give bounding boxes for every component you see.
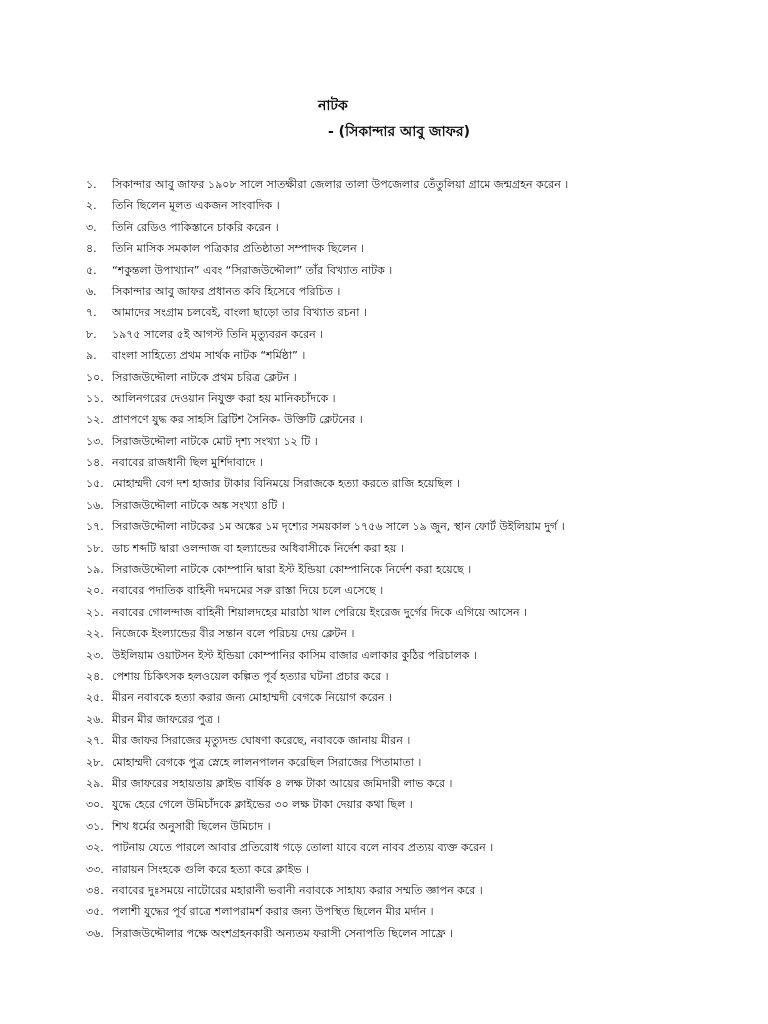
list-item-text: সিরাজউদ্দৌলা নাটকে কোম্পানি দ্বারা ইস্ট ইন্ডিয়া কোম্পানিকে নির্দেশ করা হয়েছে । xyxy=(112,563,472,577)
list-item xyxy=(86,217,756,238)
list-item-number: ৩৪. xyxy=(86,883,104,897)
list-item-text: সিরাজউদ্দৌলা নাটকে অঙ্ক সংখ্যা ৪টি । xyxy=(112,498,285,512)
list-item-text: তিনি মাসিক সমকাল পত্রিকার প্রতিষ্ঠাতা সম্পাদক ছিলেন । xyxy=(112,242,365,256)
list-item-number: ২. xyxy=(86,199,97,213)
list-item-number: ২৩. xyxy=(86,648,104,662)
list-item-text: যুদ্ধে হেরে গেলে উমিচাঁদকে ক্লাইভের ৩০ লক্ষ টাকা দেয়ার কথা ছিল । xyxy=(112,798,413,812)
list-item-text: মীর জাফরের সহায়তায় ক্লাইভ বার্ষিক ৪ লক্ষ টাকা আয়ের জমিদারী লাভ করে । xyxy=(112,776,453,790)
list-item-text: ১৯৭৫ সালের ৫ই আগস্ট তিনি মৃত্যুবরন করেন । xyxy=(112,327,324,341)
list-item-number: ১৮. xyxy=(86,541,104,555)
list-item-text: নবাবের পদাতিক বাহিনী দমদমের সরু রাস্তা দিয়ে চলে এসেছে । xyxy=(112,584,384,598)
list-item-text: ডাচ শব্দটি দ্বারা ওলন্দাজ বা হল্যান্ডের অধিবাসীকে নির্দেশ করা হয় । xyxy=(112,541,404,555)
list-item xyxy=(86,388,756,409)
list-item-text: পাটনায় যেতে পারলে আবার প্রতিরোধ গড়ে তোলা যাবে বলে নাবব প্রত্যয় ব্যক্ত করেন । xyxy=(112,841,494,855)
list-item-text: নবাবের রাজধানী ছিল মুর্শিদাবাদে । xyxy=(112,456,263,470)
list-item xyxy=(86,645,756,666)
list-item-text: সিরাজউদ্দৌলা নাটকের ১ম অঙ্কের ১ম দৃশ্যের সময়কাল ১৭৫৬ সালে ১৯ জুন, স্থান ফোর্ট উইলিয়াম দুর্গ । xyxy=(112,520,565,534)
list-item xyxy=(86,709,756,730)
list-item xyxy=(86,260,756,281)
list-item-text: শিখ ধর্মের অনুসারী ছিলেন উমিচাদ । xyxy=(112,819,271,833)
list-item-number: ২২. xyxy=(86,627,104,641)
list-item-text: আলিনগরের দেওয়ান নিযুক্ত করা হয় মানিকচাঁদকে । xyxy=(112,391,336,405)
list-item xyxy=(86,559,756,580)
list-item-number: ৫. xyxy=(86,263,97,277)
list-item-text: উইলিয়াম ওয়াটসন ইস্ট ইন্ডিয়া কোম্পানির কাসিম বাজার এলাকার কুঠির পরিচালক । xyxy=(112,648,477,662)
list-item xyxy=(86,281,756,302)
list-item-text: পলাশী যুদ্ধের পূর্ব রাত্রে শলাপরামর্শ করার জন্য উপস্থিত ছিলেন মীর মর্দান । xyxy=(112,905,434,919)
fact-list xyxy=(86,174,756,944)
list-item-text: মোহাম্মদী বেগকে পুত্র স্নেহে লালনপালন করেছিল সিরাজের পিতামাতা । xyxy=(112,755,422,769)
list-item xyxy=(86,666,756,687)
list-item-number: ১১. xyxy=(86,391,104,405)
list-item xyxy=(86,516,756,537)
list-item xyxy=(86,495,756,516)
list-item-number: ৩০. xyxy=(86,798,104,812)
list-item xyxy=(86,816,756,837)
list-item-text: তিনি ছিলেন মূলত একজন সাংবাদিক । xyxy=(112,199,280,213)
list-item xyxy=(86,730,756,751)
list-item-text: আমাদের সংগ্রাম চলবেই, বাংলা ছাড়ো তার বিখ্যাত রচনা । xyxy=(112,306,367,320)
list-item xyxy=(86,623,756,644)
list-item-number: ২০. xyxy=(86,584,104,598)
list-item-text: মীরন মীর জাফরের পুত্র । xyxy=(112,712,221,726)
list-item xyxy=(86,687,756,708)
list-item-text: নারায়ন সিংহকে গুলি করে হত্যা করে ক্লাইভ । xyxy=(112,862,310,876)
list-item-number: ১৫. xyxy=(86,477,104,491)
list-item-text: সিরাজউদ্দৌলা নাটকে প্রথম চরিত্র ক্লেটন । xyxy=(112,370,297,384)
list-item xyxy=(86,901,756,922)
list-item-text: তিনি রেডিও পাকিস্তানে চাকরি করেন । xyxy=(112,220,279,234)
list-item xyxy=(86,837,756,858)
list-item-number: ২৮. xyxy=(86,755,104,769)
list-item xyxy=(86,195,756,216)
list-item xyxy=(86,409,756,430)
list-item-text: নবাবের দুঃসময়ে নাটোরের মহারানী ভবানী নবাবকে সাহায্য করার সম্মতি জ্ঞাপন করে । xyxy=(112,883,483,897)
list-item xyxy=(86,473,756,494)
list-item-number: ৪. xyxy=(86,242,97,256)
list-item-number: ১৭. xyxy=(86,520,104,534)
list-item xyxy=(86,367,756,388)
list-item xyxy=(86,923,756,944)
list-item-text: সিরাজউদ্দৌলার পক্ষে অংশগ্রহনকারী অন্যতম ফরাসী সেনাপতি ছিলেন সাফ্রে । xyxy=(112,926,453,940)
list-item xyxy=(86,174,756,195)
list-item-text: পেশায় চিকিৎসক হলওয়েল কল্পিত পূর্ব হত্যার ঘটনা প্রচার করে । xyxy=(112,669,389,683)
list-item xyxy=(86,452,756,473)
list-item-number: ১৬. xyxy=(86,498,104,512)
list-item-text: মীরন নবাবকে হত্যা করার জন্য মোহাম্মদী বেগকে নিয়োগ করেন । xyxy=(112,691,392,705)
list-item-number: ৩৩. xyxy=(86,862,104,876)
list-item xyxy=(86,302,756,323)
list-item-number: ৩২. xyxy=(86,841,104,855)
list-item-number: ৬. xyxy=(86,284,97,298)
list-item xyxy=(86,580,756,601)
list-item-text: প্রাণপণে যুদ্ধ কর সাহসি ব্রিটিশ সৈনিক- উক্তিটি ক্লেটনের । xyxy=(112,413,363,427)
list-item-text: নিজেকে ইংল্যান্ডের বীর সন্তান বলে পরিচয় দেয় ক্লেটন । xyxy=(112,627,355,641)
list-item-number: ১৯. xyxy=(86,563,104,577)
list-item-number: ৩১. xyxy=(86,819,104,833)
list-item-number: ২৬. xyxy=(86,712,104,726)
list-item-number: ১০. xyxy=(86,370,104,384)
list-item-text: মীর জাফর সিরাজের মৃত্যুদন্ড ঘোষণা করেছে, নবাবকে জানায় মীরন । xyxy=(112,734,411,748)
list-item xyxy=(86,752,756,773)
list-item-number: ৯. xyxy=(86,349,97,363)
list-item-number: ২৯. xyxy=(86,776,104,790)
list-item-text: সিকান্দার আবু জাফর প্রধানত কবি হিসেবে পরিচিত । xyxy=(112,284,341,298)
list-item-text: বাংলা সাহিত্যে প্রথম সার্থক নাটক “শর্মিষ্ঠা” । xyxy=(112,349,306,363)
list-item xyxy=(86,324,756,345)
list-item-text: নবাবের গোলন্দাজ বাহিনী শিয়ালদহের মারাঠা খাল পেরিয়ে ইংরেজ দুর্গের দিকে এগিয়ে আসেন । xyxy=(112,605,528,619)
list-item xyxy=(86,345,756,366)
list-item xyxy=(86,880,756,901)
document-title: নাটক xyxy=(318,98,348,114)
list-item-number: ২৫. xyxy=(86,691,104,705)
list-item xyxy=(86,794,756,815)
list-item-number: ২৭. xyxy=(86,734,104,748)
list-item-number: ৭. xyxy=(86,306,97,320)
list-item-text: সিরাজউদ্দৌলা নাটকে মোট দৃশ্য সংখ্যা ১২ টি । xyxy=(112,434,318,448)
document-author: - (সিকান্দার আবু জাফর) xyxy=(328,124,470,140)
list-item-number: ৩৫. xyxy=(86,905,104,919)
list-item xyxy=(86,859,756,880)
list-item xyxy=(86,602,756,623)
list-item-number: ৩৬. xyxy=(86,926,104,940)
list-item-number: ২৪. xyxy=(86,669,104,683)
list-item-number: ১. xyxy=(86,178,97,191)
list-item-number: ১২. xyxy=(86,413,104,427)
list-item xyxy=(86,238,756,259)
list-item xyxy=(86,431,756,452)
list-item-text: “শকুন্তলা উপাখ্যান” এবং “সিরাজউদ্দৌলা” তাঁর বিখ্যাত নাটক । xyxy=(112,263,393,277)
list-item-number: ১৪. xyxy=(86,456,104,470)
list-item xyxy=(86,773,756,794)
list-item-number: ১৩. xyxy=(86,434,104,448)
list-item-number: ৩. xyxy=(86,220,97,234)
list-item-number: ২১. xyxy=(86,605,104,619)
list-item xyxy=(86,538,756,559)
list-item-text: মোহাম্মদী বেগ দশ হাজার টাকার বিনিময়ে সিরাজকে হত্যা করতে রাজি হয়েছিল । xyxy=(112,477,460,491)
list-item-text: সিকান্দার আবু জাফর ১৯০৮ সালে সাতক্ষীরা জেলার তালা উপজেলার তেঁতুলিয়া গ্রামে জন্মগ্রহন করেন । xyxy=(112,178,569,191)
list-item-number: ৮. xyxy=(86,327,97,341)
